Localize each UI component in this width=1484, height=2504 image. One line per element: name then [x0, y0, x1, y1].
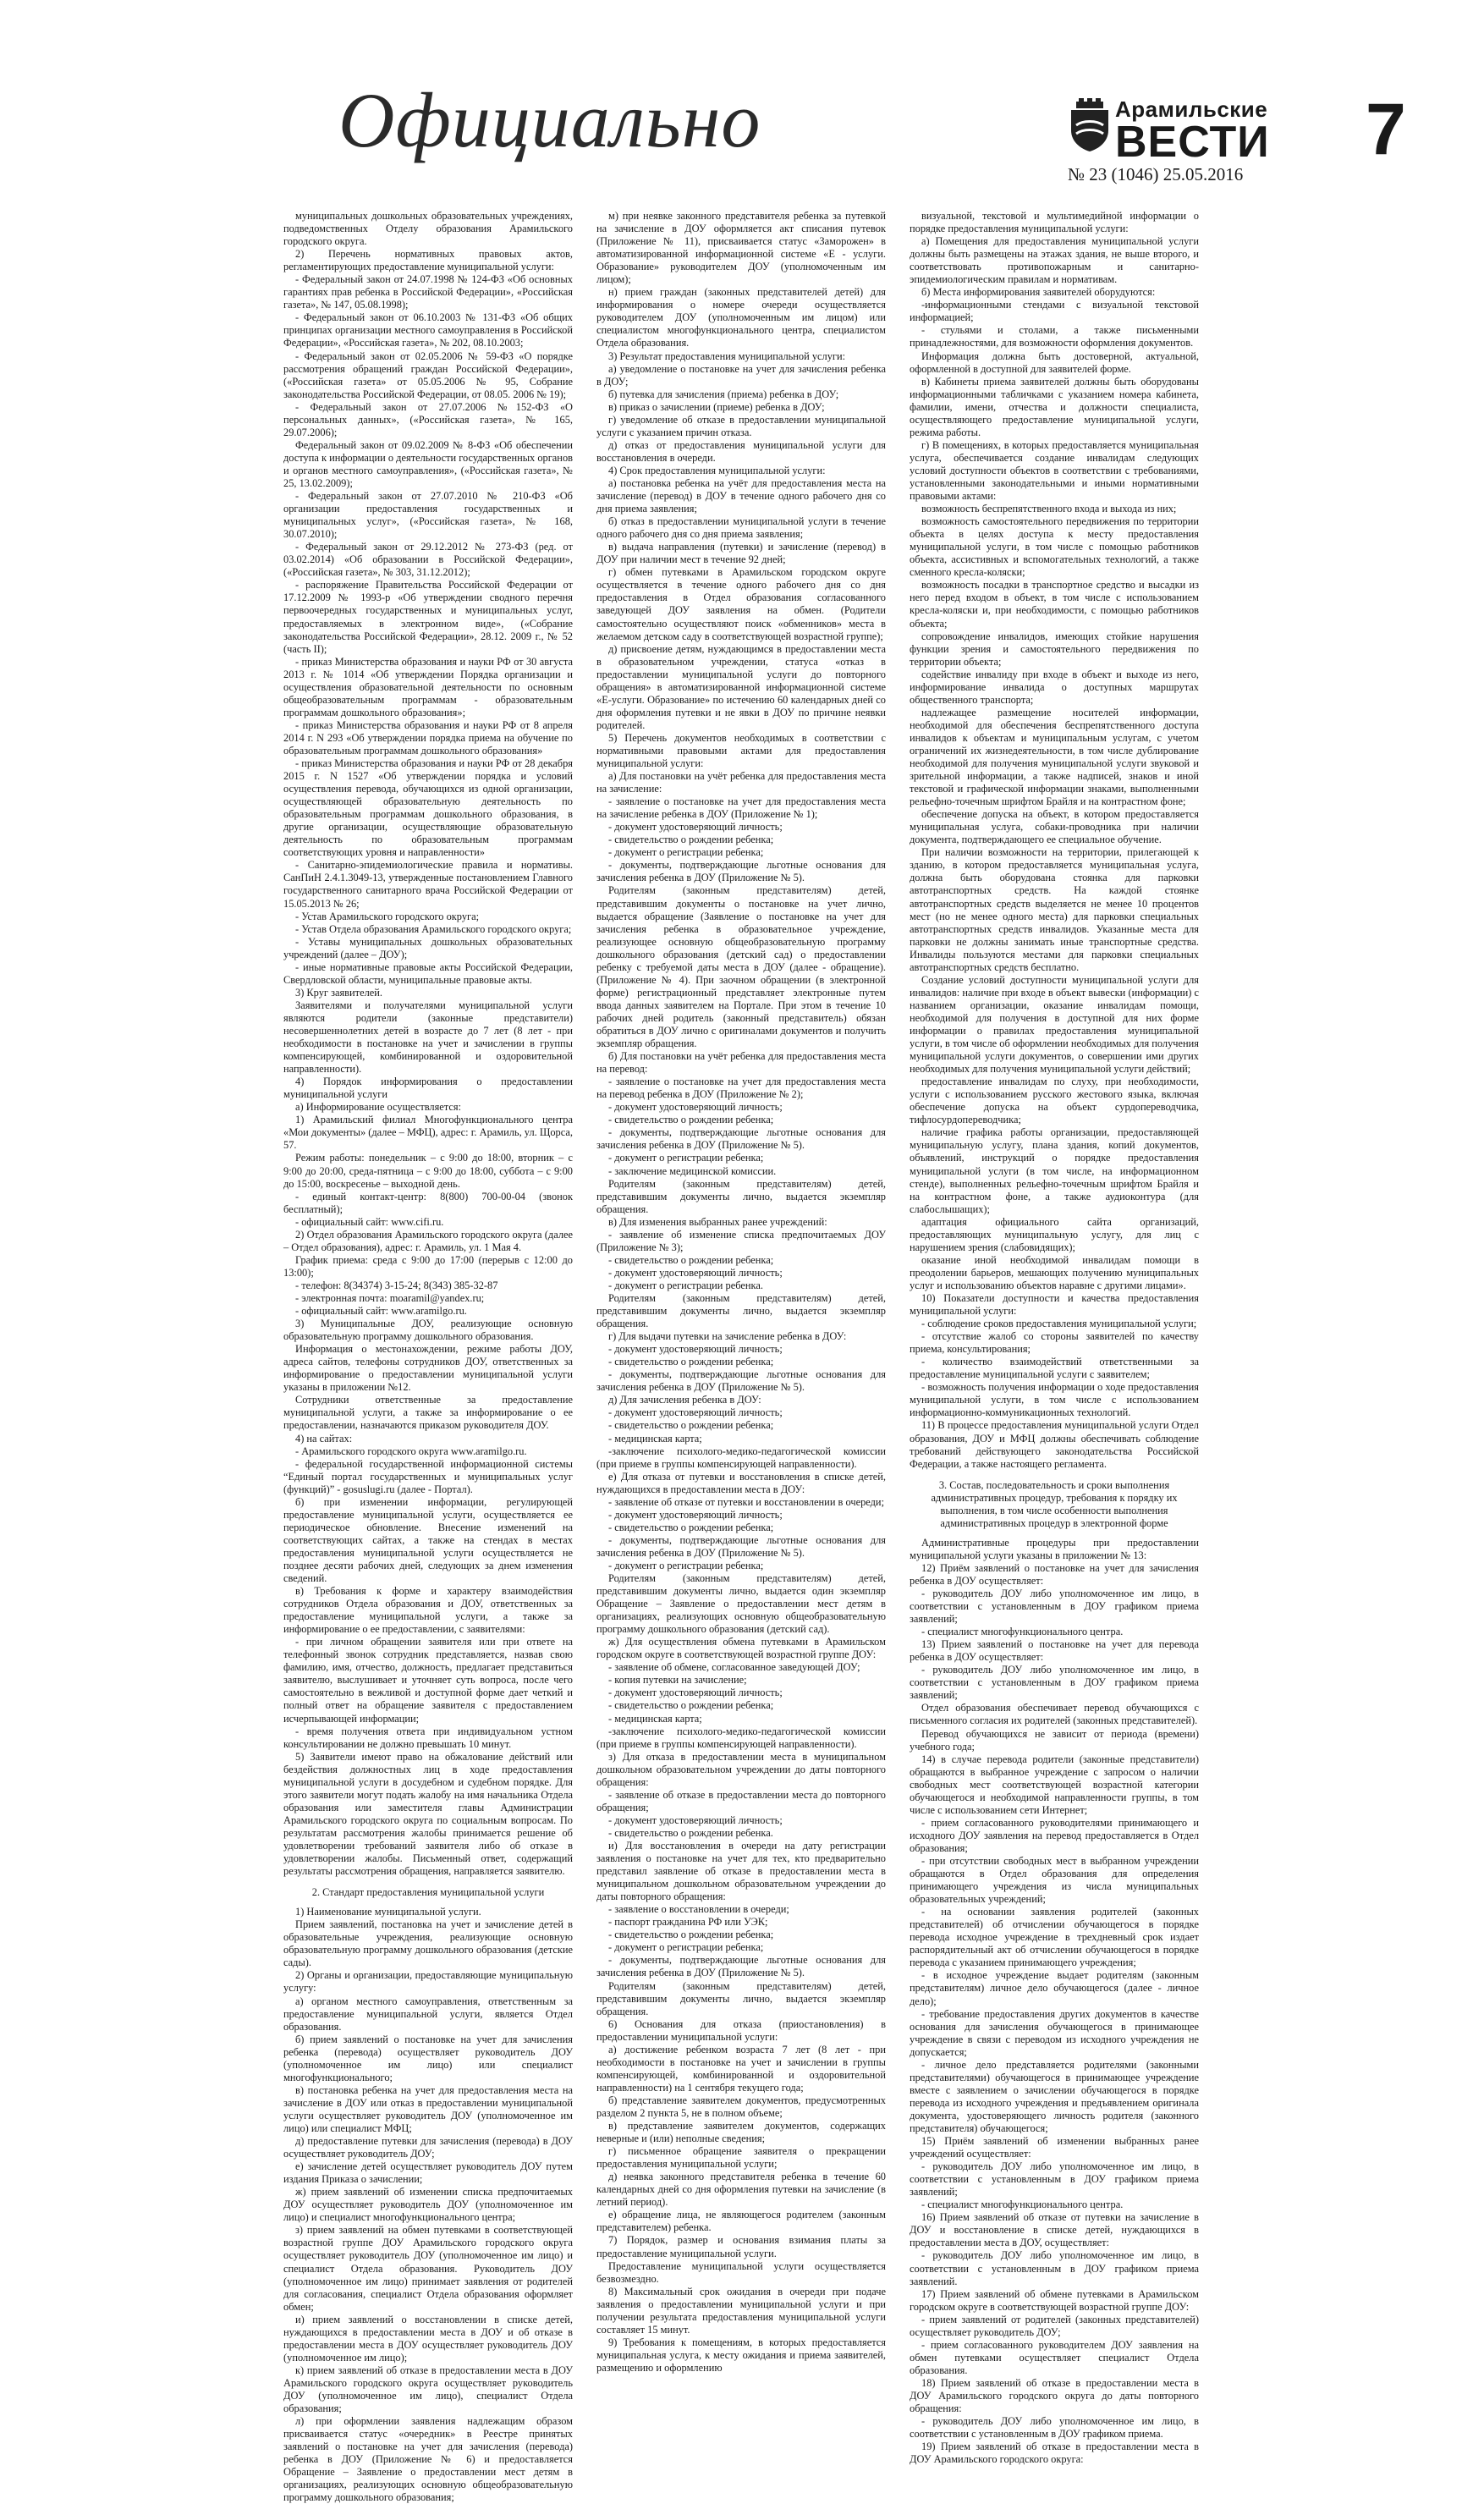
paragraph: содействие инвалиду при входе в объект и выходе из него, информирование инвалида о доступных маршрутах общественного транспорта;: [910, 668, 1199, 706]
paragraph: г) В помещениях, в которых предоставляется муниципальная услуга, обеспечивается создание инвалидам следующих условий доступности объектов в соответствии с требованиями, установленными законодательными и иными нормативными правовыми актами:: [910, 438, 1199, 503]
paragraph: - документ о регистрации ребенка;: [608, 1559, 764, 1571]
paragraph: Предоставление муниципальной услуги осуществляется безвозмездно.: [596, 2259, 886, 2285]
town-crest-icon: [1068, 98, 1112, 152]
paragraph: сопровождение инвалидов, имеющих стойкие нарушения функции зрения и самостоятельного передвижения по территории объекта;: [910, 630, 1199, 668]
paragraph: - свидетельство о рождении ребенка;: [608, 1521, 774, 1533]
paragraph: г) уведомление об отказе в предоставлении муниципальной услуги с указанием причин отказа.: [596, 413, 886, 438]
paragraph: - приказ Министерства образования и науки РФ от 28 декабря 2015 г. N 1527 «Об утверждении порядка и условий осуществления перевода, обучающихся из одной организации, осуществляющей образовательную деятельность по образовательным программам дошкольного образования, в другие организации, осуществляющие образовательную деятельность по образовательным программам соответствующих уровня и направленности»: [283, 757, 573, 859]
paragraph: 11) В процессе предоставления муниципальной услуги Отдел образования, ДОУ и МФЦ должны обеспечивать соблюдение требований действующего законодательства Российской Федерации, а также настоящего регламента.: [910, 1419, 1199, 1470]
paragraph: Создание условий доступности муниципальной услуги для инвалидов: наличие при входе в объект вывески (информации) с названием организации, оказание инвалидам помощи, необходимой для получения в доступной для них форме информации о правилах предоставления муниципальной услуги, в том числе об оформлении необходимых для получения муниципальной услуги документов, о совершении ими других необходимых для получения муниципальной услуги действий;: [910, 973, 1199, 1076]
paragraph: - руководитель ДОУ либо уполномоченное им лицо, в соответствии с установленным в ДОУ графиком приема.: [910, 2415, 1199, 2441]
text-column-3: [910, 210, 1199, 2466]
paragraph: - руководитель ДОУ либо уполномоченное им лицо, в соответствии с установленным в ДОУ графиком приема заявлений;: [910, 2160, 1199, 2199]
paragraph: -заключение психолого-медико-педагогической комиссии (при приеме в группы компенсирующей направленности).: [596, 1445, 886, 1470]
paragraph: 3) Результат предоставления муниципальной услуги:: [608, 349, 846, 362]
paragraph: - Устав Арамильского городского округа;: [295, 910, 480, 922]
paragraph: - на основании заявления родителей (законных представителей) об отчислении обучающегося в порядке перевода исходное учреждение в трехдневный срок издает распорядительный акт об отчислении обучающегося в порядке перевода с указанием принимающего учреждения;: [910, 1906, 1199, 1969]
paragraph: - свидетельство о рождении ребенка;: [608, 1929, 774, 1941]
paragraph: - требование предоставления других документов в качестве основания для зачисления обучающегося в принимающее учреждение в связи с переводом из исходного учреждения не допускается;: [910, 2007, 1199, 2058]
paragraph: визуальной, текстовой и мультимедийной информации о порядке предоставления муниципальной услуги:: [910, 210, 1199, 235]
paragraph: - приказ Министерства образования и науки РФ от 30 августа 2013 г. № 1014 «Об утверждении Порядка организации и осуществления образовательной деятельности по основным общеобразовательным программам - образовательным программам дошкольного образования»;: [283, 655, 573, 718]
paragraph: Отдел образования обеспечивает перевод обучающихся с письменного согласия их родителей (законных представителей).: [910, 1702, 1199, 1727]
paragraph: муниципальных дошкольных образовательных учреждениях, подведомственных Отделу образования Арамильского городского округа.: [283, 210, 573, 248]
paragraph: а) достижение ребенком возраста 7 лет (8 лет - при необходимости в постановке на учет и зачислении в группы компенсирующей, комбинированной и оздоровительной направленности) на 1 сентября текущего года;: [596, 2043, 886, 2094]
paragraph: Информация о местонахождении, режиме работы ДОУ, адреса сайтов, телефоны сотрудников ДОУ, ответственных за информирование о предоставлении муниципальной услуги указаны в приложении №12.: [283, 1343, 573, 1394]
paragraph: ж) Для осуществления обмена путевками в Арамильском городском округе в соответствующей возрастной группе ДОУ:: [596, 1636, 886, 1661]
paragraph: - документ о регистрации ребенка;: [608, 1152, 764, 1164]
paragraph: - медицинская карта;: [608, 1712, 702, 1725]
paragraph: м) при неявке законного представителя ребенка за путевкой на зачисление в ДОУ оформляется акт списания путевок (Приложение № 11), присваивается статус «Заморожен» в автоматизированной информационной системе «Е - услуги. Образование» руководителем ДОУ (уполномоченным им лицом);: [596, 210, 886, 286]
paragraph: д) присвоение детям, нуждающимся в предоставлении места в образовательном учреждении, статуса «отказ в предоставлении муниципальной услуги до повторного обращения» в автоматизированной информационной системе «Е-услуги. Образование» по истечению 60 календарных дней со дня оформления путевки и не явки в ДОУ по причине неявки родителей.: [596, 642, 886, 731]
paragraph: - руководитель ДОУ либо уполномоченное им лицо, в соответствии с установленным в ДОУ графиком приема заявлений.: [910, 2249, 1199, 2287]
paragraph: а) постановка ребенка на учёт для предоставления места на зачисление (перевод) в ДОУ в течение одного рабочего дня со дня приема заявления;: [596, 476, 886, 515]
paragraph: - заявление о постановке на учет для предоставления места на перевод ребенка в ДОУ (Приложение № 2);: [596, 1076, 886, 1101]
paragraph: - свидетельство о рождении ребенка.: [608, 1826, 773, 1839]
paragraph: е) Для отказа от путевки и восстановления в списке детей, нуждающихся в предоставлении места в ДОУ:: [596, 1470, 886, 1495]
paragraph: возможность самостоятельного передвижения по территории объекта в целях доступа к месту предоставления муниципальной услуги, в том числе с помощью работников объекта, ассистивных и вспомогательных технологий, а также сменного кресла-коляски;: [910, 515, 1199, 579]
paragraph: - свидетельство о рождении ребенка;: [608, 1419, 774, 1432]
paragraph: Родителям (законным представителям) детей, представившим документы лично, выдается экземпляр обращения.: [596, 1979, 886, 2017]
paragraph: д) отказ от предоставления муниципальной услуги для восстановления в очереди.: [596, 438, 886, 464]
paragraph: - Федеральный закон от 27.07.2006 №152-ФЗ «О персональных данных», («Российская газета», № 165, 29.07.2006);: [283, 400, 573, 438]
paragraph: - заявление об отказе от путевки и восстановлении в очереди;: [608, 1495, 885, 1508]
paragraph: - возможность получения информации о ходе предоставления муниципальной услуги, в том числе с использованием информационно-коммуникационных технологий.: [910, 1381, 1199, 1419]
paragraph: - Федеральный закон от 02.05.2006 № 59-ФЗ «О порядке рассмотрения обращений граждан Российской Федерации», («Российская газета» от 05.05.2006 № 95, Собрание законодательства Российской Федерации, от 08.05. 2006 № 19);: [283, 349, 573, 400]
paragraph: а) Помещения для предоставления муниципальной услуги должны быть размещены на этажах здания, не выше второго, и соответствовать противопожарным и санитарно-эпидемиологическим правилам и нормативам.: [910, 235, 1199, 286]
paragraph: - свидетельство о рождении ребенка;: [608, 1699, 774, 1712]
paragraph: з) Для отказа в предоставлении места в муниципальном дошкольном образовательном учреждении до даты повторного обращения:: [596, 1750, 886, 1788]
paragraph: б) Места информирования заявителей оборудуются:: [921, 286, 1156, 299]
paragraph: Федеральный закон от 09.02.2009 № 8-ФЗ «Об обеспечении доступа к информации о деятельности государственных органов и органов местного самоуправления», («Российская газета», № 25, 13.02.2009);: [283, 438, 573, 489]
paragraph: - Устав Отдела образования Арамильского городского округа;: [295, 922, 572, 935]
paragraph: г) Для выдачи путевки на зачисление ребенка в ДОУ:: [608, 1330, 847, 1343]
paragraph: 16) Прием заявлений об отказе от путевки на зачисление в ДОУ и восстановление в списке детей, нуждающихся в предоставлении места в ДОУ, осуществляет:: [910, 2211, 1199, 2249]
paragraph: адаптация официального сайта организаций, предоставляющих муниципальную услугу, для лиц с нарушением зрения (слабовидящих);: [910, 1215, 1199, 1253]
paragraph: График приема: среда с 9:00 до 17:00 (перерыв с 12:00 до 13:00);: [283, 1253, 573, 1279]
paragraph: 4) Порядок информирования о предоставлении муниципальной услуги: [283, 1076, 573, 1101]
paragraph: Заявителями и получателями муниципальной услуги являются родители (законные представители) несовершеннолетних детей в возрасте до 7 лет (8 лет - при необходимости в постановке на учет и зачислении в группы компенсирующей, комбинированной и оздоровительной направленности).: [283, 999, 573, 1076]
paragraph: - заявление об отказе в предоставлении места до повторного обращения;: [596, 1788, 886, 1813]
paragraph: - документ удостоверяющий личность;: [608, 1406, 783, 1419]
paragraph: в) Кабинеты приема заявителей должны быть оборудованы информационными табличками с указанием номера кабинета, фамилии, имени, отчества и должности специалиста, осуществляющего предоставление муниципальной услуги, режима работы.: [910, 375, 1199, 438]
paragraph: е) зачисление детей осуществляет руководитель ДОУ путем издания Приказа о зачислении;: [283, 2160, 573, 2186]
paragraph: - заключение медицинской комиссии.: [608, 1164, 777, 1177]
page-number: 7: [1366, 89, 1406, 170]
paragraph: б) отказ в предоставлении муниципальной услуги в течение одного рабочего дня со дня приема заявления;: [596, 515, 886, 541]
paragraph: Сотрудники ответственные за предоставление муниципальной услуги, а также за информирование о ее предоставлении, назначаются приказом руководителя ДОУ.: [283, 1394, 573, 1432]
paragraph: б) представление заявителем документов, предусмотренных разделом 2 пункта 5, не в полном объеме;: [596, 2094, 886, 2119]
paragraph: а) Информирование осуществляется:: [295, 1101, 462, 1114]
paragraph: - иные нормативные правовые акты Российской Федерации, Свердловской области, муниципальные правовые акты.: [283, 960, 573, 986]
paragraph: 3) Круг заявителей.: [295, 986, 382, 999]
paragraph: - стульями и столами, а также письменными принадлежностями, для возможности оформления документов.: [910, 324, 1199, 349]
paragraph: 4) Срок предоставления муниципальной услуги:: [608, 464, 826, 476]
section-heading: 2. Стандарт предоставления муниципальной услуги: [311, 1886, 545, 1899]
paragraph: 1) Арамильский филиал Многофункционального центра «Мои документы» (далее – МФЦ), адрес: г. Арамиль, ул. Щорса, 57.: [283, 1114, 573, 1152]
paragraph: - Санитарно-эпидемиологические правила и нормативы. СанПиН 2.4.1.3049-13, утвержденные постановлением Главного государственного санитарного врача Российской Федерации от 15.05.2013 № 26;: [283, 859, 573, 910]
paragraph: - документ о регистрации ребенка.: [608, 1279, 763, 1291]
paragraph: возможность посадки в транспортное средство и высадки из него перед входом в объект, в том числе с использованием кресла-коляски и, при необходимости, с помощью работников объекта;: [910, 579, 1199, 630]
paragraph: Прием заявлений, постановка на учет и зачисление детей в образовательные учреждения, реализующие основную образовательную программу дошкольного образования (детские сады).: [283, 1918, 573, 1969]
paragraph: - руководитель ДОУ либо уполномоченное им лицо, в соответствии с установленным в ДОУ графиком приема заявлений;: [910, 1664, 1199, 1702]
brand-name-top: Арамильские: [1115, 96, 1268, 122]
paragraph: 10) Показатели доступности и качества предоставления муниципальной услуги:: [910, 1291, 1199, 1318]
paragraph: 9) Требования к помещениям, в которых предоставляется муниципальная услуга, к месту ожидания и приема заявителей, размещению и оформлению: [596, 2336, 886, 2374]
paragraph: - заявление о постановке на учет для предоставления места на зачисление ребенка в ДОУ (Приложение № 1);: [596, 795, 886, 821]
paragraph: -информационными стендами с визуальной текстовой информацией;: [910, 299, 1199, 324]
paragraph: б) путевка для зачисления (приема) ребенка в ДОУ;: [608, 388, 839, 400]
paragraph: - свидетельство о рождении ребенка;: [608, 1253, 774, 1266]
paragraph: Информация должна быть достоверной, актуальной, оформленной в доступной для заявителей форме.: [910, 349, 1199, 375]
paragraph: в) представление заявителем документов, содержащих неверные и (или) неполные сведения;: [596, 2120, 886, 2145]
section-title: Официально: [338, 77, 761, 163]
paragraph: 13) Прием заявлений о постановке на учет для перевода ребенка в ДОУ осуществляет:: [910, 1638, 1199, 1664]
paragraph: - документ о регистрации ребенка;: [608, 846, 764, 859]
paragraph: - распоряжение Правительства Российской Федерации от 17.12.2009 № 1993-р «Об утверждении сводного перечня первоочередных государственных и муниципальных услуг, предоставляемых в электронном виде», («Собрание законодательства Российской Федерации», 28.12. 2009 г., № 52 (часть II);: [283, 579, 573, 655]
paragraph: - в исходное учреждение выдает родителям (законным представителям) личное дело обучающегося (далее - личное дело);: [910, 1969, 1199, 2007]
paragraph: - специалист многофункционального центра.: [921, 1626, 1124, 1638]
section-heading: 3. Состав, последовательность и сроки выполнения административных процедур, требования к порядку их выполнения, в том числе особенности выполнения административных процедур в электронной форме: [931, 1478, 1178, 1529]
paragraph: - приказ Министерства образования и науки РФ от 8 апреля 2014 г. N 293 «Об утверждении порядка приема на обучение по образовательным программам дошкольного образования»: [283, 718, 573, 757]
paragraph: - документ удостоверяющий личность;: [608, 1687, 783, 1699]
paragraph: Родителям (законным представителям) детей, представившим документы лично, выдается экземпляр обращения.: [596, 1177, 886, 1215]
paragraph: а) Для постановки на учёт ребенка для предоставления места на зачисление:: [596, 770, 886, 795]
paragraph: - документ удостоверяющий личность;: [608, 1101, 783, 1114]
paragraph: е) обращение лица, не являющегося родителем (законным представителем) ребенка.: [596, 2209, 886, 2234]
paragraph: д) неявка законного представителя ребенка в течение 60 календарных дней со дня оформления путевки на зачисление (в летний период).: [596, 2171, 886, 2209]
paragraph: - прием согласованного руководителями принимающего и исходного ДОУ заявления на перевод предоставляется в Отдел образования;: [910, 1816, 1199, 1854]
paragraph: - документы, подтверждающие льготные основания для зачисления ребенка в ДОУ (Приложение № 5).: [596, 1368, 886, 1394]
paragraph: Административные процедуры при предоставлении муниципальной услуги указаны в приложении № 13:: [910, 1536, 1199, 1561]
paragraph: 19) Прием заявлений об отказе в предоставлении места в ДОУ Арамильского городского округа:: [910, 2441, 1199, 2466]
brand-name-main: ВЕСТИ: [1115, 118, 1270, 167]
paragraph: - Федеральный закон от 24.07.1998 № 124-ФЗ «Об основных гарантиях прав ребенка в Российской Федерации», «Российская газета», № 147, 05.08.1998);: [283, 273, 573, 311]
paragraph: 6) Основания для отказа (приостановления) в предоставлении муниципальной услуги:: [596, 2017, 886, 2043]
paragraph: Родителям (законным представителям) детей, представившим документы лично, выдается экземпляр обращения.: [596, 1291, 886, 1330]
paragraph: 5) Перечень документов необходимых в соответствии с нормативными правовыми актами для предоставления муниципальной услуги:: [596, 731, 886, 770]
paragraph: б) Для постановки на учёт ребенка для предоставления места на перевод:: [596, 1050, 886, 1076]
paragraph: 7) Порядок, размер и основания взимания платы за предоставление муниципальной услуги.: [596, 2234, 886, 2259]
paragraph: - при личном обращении заявителя или при ответе на телефонный звонок сотрудник представляется, назвав свою фамилию, имя, отчество, должность, предлагает представиться заявителю, выслушивает и уточняет суть вопроса, после чего самостоятельно в вежливой и доступной форме дает четкий и полный ответ на обращение заявителя с предоставлением исчерпывающей информации;: [283, 1636, 573, 1725]
paragraph: в) Для изменения выбранных ранее учреждений:: [608, 1215, 827, 1228]
paragraph: оказание иной необходимой инвалидам помощи в преодолении барьеров, мешающих получению муниципальных услуг и использованию объектов наравне с другими лицами».: [910, 1253, 1199, 1291]
paragraph: - свидетельство о рождении ребенка;: [608, 834, 774, 846]
paragraph: - соблюдение сроков предоставления муниципальной услуги;: [921, 1318, 1197, 1330]
paragraph: в) выдача направления (путевки) и зачисление (перевод) в ДОУ при наличии мест в течение 92 дней;: [596, 541, 886, 566]
paragraph: в) постановка ребенка на учет для предоставления места на зачисление в ДОУ или отказ в предоставлении муниципальной услуги осуществляет руководитель ДОУ (уполномоченное им лицо) или специалист МФЦ;: [283, 2083, 573, 2134]
paragraph: в) приказ о зачислении (приеме) ребенка в ДОУ;: [608, 400, 825, 413]
paragraph: к) прием заявлений об отказе в предоставлении места в ДОУ Арамильского городского округа осуществляет руководитель ДОУ (уполномоченное им лицо), специалист Отдела образования;: [283, 2364, 573, 2415]
paragraph: - личное дело представляется родителями (законными представителями) обучающегося в принимающее учреждение вместе с заявлением о зачислении обучающегося в порядке перевода из исходного учреждения и предъявлением оригинала документа, удостоверяющего личность родителя (законного представителя) обучающегося;: [910, 2058, 1199, 2134]
paragraph: - официальный сайт: www.aramilgo.ru.: [295, 1305, 467, 1318]
paragraph: - специалист многофункционального центра.: [921, 2199, 1124, 2211]
paragraph: з) прием заявлений на обмен путевками в соответствующей возрастной группе ДОУ Арамильского городского округа осуществляет руководитель ДОУ (уполномоченное им лицо) и специалист Отдела образования. Руководитель ДОУ (уполномоченное им лицо) принимает заявления от родителей для согласования, специалист Отдела образования оформляет обмен;: [283, 2224, 573, 2313]
paragraph: б) при изменении информации, регулирующей предоставление муниципальной услуги, осуществляется ее периодическое обновление. Внесение изменений на соответствующих сайтах, а также на стендах в местах предоставления муниципальной услуги осуществляется не позднее десяти рабочих дней, следующих за днем изменения сведений.: [283, 1495, 573, 1585]
article-columns: [283, 210, 1201, 2504]
paragraph: - заявление о восстановлении в очереди;: [608, 1903, 789, 1916]
paragraph: г) обмен путевками в Арамильском городском округе осуществляется в течение одного рабочего дня со дня предоставления в Отдел образования согласованного заведующей ДОУ заявления на обмен. (Родители самостоятельно осуществляют поиск «обменников» места в желаемом детском саду в соответствующей возрастной группе);: [596, 566, 886, 642]
paragraph: При наличии возможности на территории, прилегающей к зданию, в котором предоставляется муниципальная услуга, должна быть оборудована стоянка для парковки автотранспортных средств. На каждой стоянке автотранспортных средств выделяется не менее 10 процентов мест (но не менее одного места) для парковки специальных автотранспортных средств инвалидов. Указанные места для парковки не должны занимать иные транспортные средства. Инвалиды пользуются местами для парковки специальных автотранспортных средств бесплатно.: [910, 846, 1199, 973]
paragraph: д) Для зачисления ребенка в ДОУ:: [608, 1394, 761, 1406]
paragraph: - документы, подтверждающие льготные основания для зачисления ребенка в ДОУ (Приложение № 5).: [596, 1954, 886, 1979]
issue-number-date: № 23 (1046) 25.05.2016: [1068, 164, 1244, 184]
text-column-2: [596, 210, 886, 2374]
paragraph: - Уставы муниципальных дошкольных образовательных учреждений (далее – ДОУ);: [283, 935, 573, 960]
text-column-1: [283, 210, 573, 2504]
paragraph: - паспорт гражданина РФ или УЭК;: [608, 1916, 768, 1929]
paragraph: - заявление об обмене, согласованное заведующей ДОУ;: [608, 1661, 860, 1674]
paragraph: 17) Прием заявлений об обмене путевками в Арамильском городском округе в соответствующей возрастной группе ДОУ:: [910, 2287, 1199, 2313]
paragraph: Перевод обучающихся не зависит от периода (времени) учебного года;: [910, 1727, 1199, 1753]
paragraph: г) письменное обращение заявителя о прекращении предоставления муниципальной услуги;: [596, 2145, 886, 2171]
paragraph: - прием согласованного руководителем ДОУ заявления на обмен путевками осуществляет специалист Отдела образования.: [910, 2338, 1199, 2376]
paragraph: - заявление об изменение списка предпочитаемых ДОУ (Приложение № 3);: [596, 1228, 886, 1253]
paragraph: а) уведомление о постановке на учет для зачисления ребенка в ДОУ;: [596, 362, 886, 388]
paragraph: 14) в случае перевода родители (законные представители) обращаются в выбранное учреждение с запросом о наличии свободных мест соответствующей возрастной категории обучающегося и необходимой направленности группы, в том числе с использованием сети Интернет;: [910, 1753, 1199, 1816]
paragraph: 5) Заявители имеют право на обжалование действий или бездействия должностных лиц в ходе предоставления муниципальной услуги в досудебном и судебном порядке. Для этого заявители могут подать жалобу на имя начальника Отдела образования или заместителя главы Администрации Арамильского городского округа по социальным вопросам. По результатам рассмотрения жалобы принимается решение об удовлетворении требований заявителя либо об отказе в удовлетворении жалобы. Письменный ответ, содержащий результаты рассмотрения обращения, направляется заявителю.: [283, 1750, 573, 1878]
paragraph: - документ о регистрации ребенка;: [608, 1941, 764, 1954]
paragraph: - Федеральный закон от 06.10.2003 № 131-ФЗ «Об общих принципах организации местного самоуправления в Российской Федерации», «Российская газета», № 202, 08.10.2003;: [283, 311, 573, 349]
paragraph: ж) прием заявлений об изменении списка предпочитаемых ДОУ осуществляет руководитель ДОУ (уполномоченное им лицо) и специалист многофункционального центра;: [283, 2186, 573, 2224]
paragraph: наличие графика работы организации, предоставляющей муниципальную услугу, плана здания, копий документов, объявлений, инструкций о порядке предоставления муниципальной услуги (в том числе, на информационном стенде), выполненных рельефно-точечным шрифтом Брайля и на контрастном фоне, а также аудиоконтура (для слабослышащих);: [910, 1126, 1199, 1215]
paragraph: - документы, подтверждающие льготные основания для зачисления ребенка в ДОУ (Приложение № 5).: [596, 859, 886, 884]
paragraph: 2) Отдел образования Арамильского городского округа (далее – Отдел образования), адрес: г. Арамиль, ул. 1 Мая 4.: [283, 1228, 573, 1253]
paragraph: обеспечение допуска на объект, в котором предоставляется муниципальная услуга, собаки-проводника при наличии документа, подтверждающего ее специальное обучение.: [910, 808, 1199, 846]
page-header: [0, 0, 1484, 212]
paragraph: - электронная почта: moaramil@yandex.ru;: [295, 1291, 485, 1304]
paragraph: - федеральной государственной информационной системы “Единый портал государственных и муниципальных услуг (функций)” - gosuslugi.ru (далее - Портал).: [283, 1457, 573, 1495]
paragraph: Режим работы: понедельник – с 9:00 до 18:00, вторник – с 9:00 до 20:00, среда-пятница – с 9:00 до 18:00, суббота – с 9:00 до 15:00, воскресенье – выходной день.: [283, 1152, 573, 1190]
paragraph: - документ удостоверяющий личность;: [608, 821, 783, 834]
paragraph: - Арамильского городского округа www.aramilgo.ru.: [295, 1445, 527, 1457]
paragraph: 2) Органы и организации, предоставляющие муниципальную услугу:: [283, 1969, 573, 1995]
paragraph: Родителям (законным представителям) детей, представившим документы о постановке на учет лично, выдается обращение (Заявление о постановке на учет для зачисления ребенка в образовательное учреждение, реализующее основную общеобразовательную программу дошкольного образования (детский сад) о предоставлении ребенку с требуемой даты места в ДОУ (далее - обращение). (Приложение № 4). При заочном обращении (в электронной форме) регистрационный представляет электронные путем ввода данных заявителем на Портале. При этом в течение 10 рабочих дней родитель (законный представитель) обязан обратиться в ДОУ лично с оригиналами документов и получить экземпляр обращения.: [596, 884, 886, 1050]
paragraph: - свидетельство о рождении ребенка;: [608, 1356, 774, 1368]
paragraph: л) при оформлении заявления надлежащим образом присваивается статус «очередник» в Реестре принятых заявлений о постановке на учет для зачисления (перевода) ребенка в ДОУ (Приложение № 6) и предоставляется Обращение – Заявление о предоставлении мест детям в организациях, реализующих основную общеобразовательную программу дошкольного образования;: [283, 2415, 573, 2504]
paragraph: - Федеральный закон от 27.07.2010 № 210-ФЗ «Об организации предоставления государственных и муниципальных услуг», («Российская газета», № 168, 30.07.2010);: [283, 490, 573, 541]
paragraph: 8) Максимальный срок ожидания в очереди при подаче заявления о предоставлении муниципальной услуги и при получении результата предоставления муниципальной услуги составляет 15 минут.: [596, 2285, 886, 2336]
paragraph: 3) Муниципальные ДОУ, реализующие основную образовательную программу дошкольного образования.: [283, 1318, 573, 1343]
paragraph: предоставление инвалидам по слуху, при необходимости, услуги с использованием русского жестового языка, включая обеспечение допуска на объект сурдопереводчика, тифлосурдопереводчика;: [910, 1076, 1199, 1126]
paragraph: н) прием граждан (законных представителей детей) для информирования о номере очереди осуществляется руководителем ДОУ (уполномоченным им лицом) или специалистом многофункционального центра, специалистом Отдела образования.: [596, 286, 886, 349]
paragraph: 18) Прием заявлений об отказе в предоставлении места в ДОУ Арамильского городского округа до даты повторного обращения:: [910, 2376, 1199, 2415]
paragraph: - копия путевки на зачисление;: [608, 1674, 747, 1687]
paragraph: надлежащее размещение носителей информации, необходимой для обеспечения беспрепятственного доступа инвалидов к объектам и муниципальным услугам, с учетом ограничений их жизнедеятельности, в том числе дублирование необходимой для получения муниципальной услуги звуковой и зрительной информации, а также надписей, знаков и иной текстовой и графической информации знаками, выполненными рельефно-точечным шрифтом Брайля и на контрастном фоне;: [910, 706, 1199, 808]
paragraph: - медицинская карта;: [608, 1432, 702, 1445]
paragraph: - руководитель ДОУ либо уполномоченное им лицо, в соответствии с установленным в ДОУ графиком приема заявлений;: [910, 1588, 1199, 1626]
paragraph: 4) на сайтах:: [295, 1432, 353, 1445]
paragraph: - прием заявлений от родителей (законных представителей) осуществляет руководитель ДОУ;: [910, 2313, 1199, 2338]
paragraph: Родителям (законным представителям) детей, представившим документы лично, выдается один экземпляр Обращение – Заявление о предоставлении мест детям в организациях, реализующих основную общеобразовательную программу дошкольного образования (детский сад).: [596, 1572, 886, 1636]
paragraph: и) Для восстановления в очереди на дату регистрации заявления о постановке на учет для тех, кто предварительно представил заявление об отказе в предоставлении места в муниципальном дошкольном образовательном учреждении до даты повторного обращения:: [596, 1840, 886, 1903]
paragraph: 15) Приём заявлений об изменении выбранных ранее учреждений осуществляет:: [910, 2135, 1199, 2160]
paragraph: - время получения ответа при индивидуальном устном консультировании не должно превышать 10 минут.: [283, 1725, 573, 1750]
paragraph: 1) Наименование муниципальной услуги.: [295, 1906, 481, 1918]
paragraph: 2) Перечень нормативных правовых актов, регламентирующих предоставление муниципальной услуги:: [283, 248, 573, 273]
paragraph: - свидетельство о рождении ребенка;: [608, 1114, 774, 1126]
paragraph: - единый контакт-центр: 8(800) 700-00-04 (звонок бесплатный);: [283, 1190, 573, 1215]
paragraph: - документы, подтверждающие льготные основания для зачисления ребенка в ДОУ (Приложение № 5).: [596, 1126, 886, 1152]
paragraph: а) органом местного самоуправления, ответственным за предоставление муниципальной услуги, является Отдел образования.: [283, 1995, 573, 2033]
paragraph: возможность беспрепятственного входа и выхода из них;: [921, 503, 1177, 515]
paragraph: д) предоставление путевки для зачисления (перевода) в ДОУ осуществляет руководитель ДОУ;: [283, 2135, 573, 2160]
paragraph: - при отсутствии свободных мест в выбранном учреждении обращаются в Отдел образования для определения принимающего учреждения из числа муниципальных образовательных учреждений;: [910, 1855, 1199, 1906]
paragraph: - документ удостоверяющий личность;: [608, 1266, 783, 1279]
paragraph: б) прием заявлений о постановке на учет для зачисления ребенка (перевода) осуществляет руководитель ДОУ (уполномоченное им лицо) или специалист многофункционального;: [283, 2033, 573, 2083]
paragraph: - телефон: 8(34374) 3-15-24; 8(343) 385-32-87: [295, 1279, 498, 1291]
paragraph: - документ удостоверяющий личность;: [608, 1343, 783, 1356]
paragraph: 12) Приём заявлений о постановке на учет для зачисления ребенка в ДОУ осуществляет:: [910, 1561, 1199, 1587]
paragraph: - документы, подтверждающие льготные основания для зачисления ребенка в ДОУ (Приложение № 5).: [596, 1533, 886, 1559]
paragraph: - документ удостоверяющий личность;: [608, 1508, 783, 1521]
paragraph: - Федеральный закон от 29.12.2012 № 273-ФЗ (ред. от 03.02.2014) «Об образовании в Российской Федерации», («Российская газета», № 303, 31.12.2012);: [283, 541, 573, 579]
paragraph: в) Требования к форме и характеру взаимодействия сотрудников Отдела образования и ДОУ, ответственных за предоставление муниципальной услуги, а также за информирование о ее предоставлении, с заявителями:: [283, 1585, 573, 1636]
paragraph: - количество взаимодействий ответственными за предоставление муниципальной услуги с заявителем;: [910, 1356, 1199, 1381]
paragraph: и) прием заявлений о восстановлении в списке детей, нуждающихся в предоставлении места в ДОУ и об отказе в предоставлении места в ДОУ осуществляет руководитель ДОУ (уполномоченное им лицо);: [283, 2313, 573, 2364]
paragraph: - отсутствие жалоб со стороны заявителей по качеству приема, консультирования;: [910, 1330, 1199, 1356]
paragraph: - официальный сайт: www.cifi.ru.: [295, 1215, 444, 1228]
paragraph: - документ удостоверяющий личность;: [608, 1813, 783, 1826]
paragraph: -заключение психолого-медико-педагогической комиссии (при приеме в группы компенсирующей направленности).: [596, 1725, 886, 1750]
